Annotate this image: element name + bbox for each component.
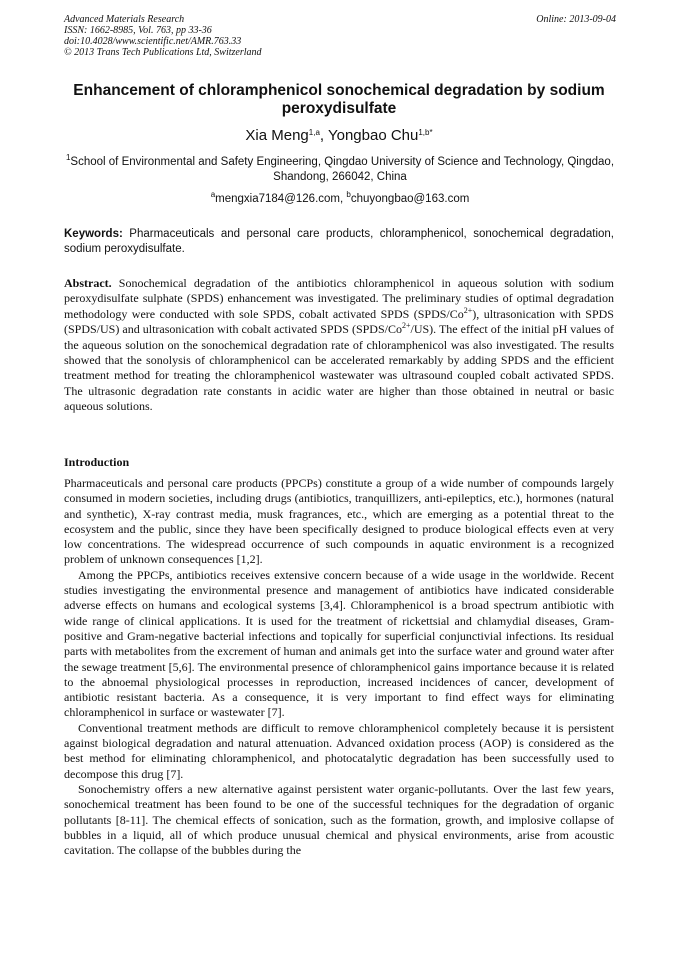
author-separator: , xyxy=(319,127,328,144)
online-date: Online: 2013-09-04 xyxy=(536,14,616,25)
keywords xyxy=(64,227,614,257)
email-link[interactable]: mengxia7184@126.com xyxy=(215,193,340,205)
journal-doi: doi:10.4028/www.scientific.net/AMR.763.33 xyxy=(64,36,242,47)
author-list xyxy=(48,127,630,145)
author-superscript: 1,a xyxy=(308,128,320,137)
email-link[interactable]: chuyongbao@163.com xyxy=(350,193,470,205)
paragraph: Pharmaceuticals and personal care products (PPCPs) constitute a group of a wide number of compounds largely consumed in modern societies, including drugs (antibiotics, tranquillizers, anti-epileptics, etc.), hormones (natural and synthetic), X-ray contrast media, musk fragrances, etc., which are emerging as a potential threat to the ecosystem and the public, since they have been specifically designed to produce biological effects even at very low concentrations. The widespread occurrence of such compounds in aquatic environment is a recognized problem of unknown consequences [1,2]. xyxy=(64,476,614,567)
abstract-label: Abstract. xyxy=(64,276,112,290)
author-name: Yongbao Chu xyxy=(327,127,419,144)
affiliation-superscript: 1 xyxy=(65,153,71,162)
author-emails xyxy=(64,192,616,207)
section-heading-introduction: Introduction xyxy=(64,455,130,469)
abstract xyxy=(64,276,614,415)
keywords-label: Keywords: xyxy=(64,228,123,240)
abstract-superscript: 2+ xyxy=(401,321,411,331)
affiliation xyxy=(64,155,616,185)
journal-header xyxy=(64,14,616,58)
abstract-text: /US). The effect of the initial pH values of the aqueous solution on the sonochemical degradation rate of chloramphenicol was also investigated. The results showed that the sonolysis of chloramphenicol can be accelerated remarkably by adding SPDS and the efficient treatment method for treating the chloramphenicol wastewater was ultrasound coupled cobalt activated SPDS. The ultrasonic degradation rate constants in acidic water are higher than those obtained in neutral or basic aqueous solutions. xyxy=(64,322,614,414)
author-name: Xia Meng xyxy=(245,127,309,144)
email-separator: , xyxy=(340,193,347,205)
introduction-body xyxy=(64,476,614,858)
email-superscript: a xyxy=(210,190,216,199)
email-superscript: b xyxy=(346,190,351,199)
paragraph: Among the PPCPs, antibiotics receives extensive concern because of a wide usage in the worldwide. Recent studies investigating the environmental presence and management of antibiotics have indicated considerable adverse effects on humans and ecological systems [3,4]. Chloramphenicol is a broad spectrum antibiotic with wide range of clinical applications. It is used for the treatment of rickettsial and chlamydial diseases, Gram-positive and Gram-negative bacterial infections and topically for superficial conjunctivial infections. Its residual parts with metabolites from the excrement of human and animals get into the surface water and ground water after the sewage treatment [5,6]. The environmental presence of chloramphenicol gains importance because it is related to the abnoemal physiological processes in reproduction, increased incidences of cancer, development of antibiotic resistant bacteria. As a consequence, it is very important to find effect ways for eliminating chloramphenicol in surface or wastewater [7]. xyxy=(64,567,614,720)
paragraph: Sonochemistry offers a new alternative against persistent water organic-pollutants. Over the last few years, sonochemical treatment has been found to be one of the successful techniques for the degradation of organic pollutants [8-11]. The chemical effects of sonication, such as the formation, growth, and implosive collapse of bubbles in a liquid, all of which produce unusual chemical and physical environments, arise from acoustic cavitation. The collapse of the bubbles during the xyxy=(64,781,614,858)
paragraph: Conventional treatment methods are difficult to remove chloramphenicol completely because it is persistent against biological degradation and natural attenuation. Advanced oxidation process (AOP) is considered as the best method for eliminating chloramphenicol, and photocatalytic degradation has been successfully used to decompose this drug [7]. xyxy=(64,720,614,781)
journal-issn: ISSN: 1662-8985, Vol. 763, pp 33-36 xyxy=(64,25,212,36)
abstract-text: Sonochemical degradation of the antibiotics chloramphenicol in aqueous solution with sodium peroxydisulfate sulphate (SPDS) enhancement was investigated. The preliminary studies of optimal degradation methodology were conducted with sole SPDS, cobalt activated SPDS (SPDS/Co xyxy=(64,276,614,321)
affiliation-text: School of Environmental and Safety Engineering, Qingdao University of Science and Technology, Qingdao, Shandong, 266042, China xyxy=(70,156,615,183)
keywords-text: Pharmaceuticals and personal care products, chloramphenicol, sonochemical degradation, sodium peroxydisulfate. xyxy=(64,228,614,255)
journal-name: Advanced Materials Research xyxy=(64,14,185,25)
abstract-text: ), ultrasonication with SPDS (SPDS/US) and ultrasonication with cobalt activated SPDS (SPDS/Co xyxy=(64,306,614,337)
author-superscript: 1,b* xyxy=(418,128,433,137)
paper-title: Enhancement of chloramphenicol sonochemical degradation by sodium peroxydisulfate xyxy=(73,82,605,117)
journal-copyright: © 2013 Trans Tech Publications Ltd, Switzerland xyxy=(64,47,262,58)
abstract-superscript: 2+ xyxy=(463,305,473,315)
